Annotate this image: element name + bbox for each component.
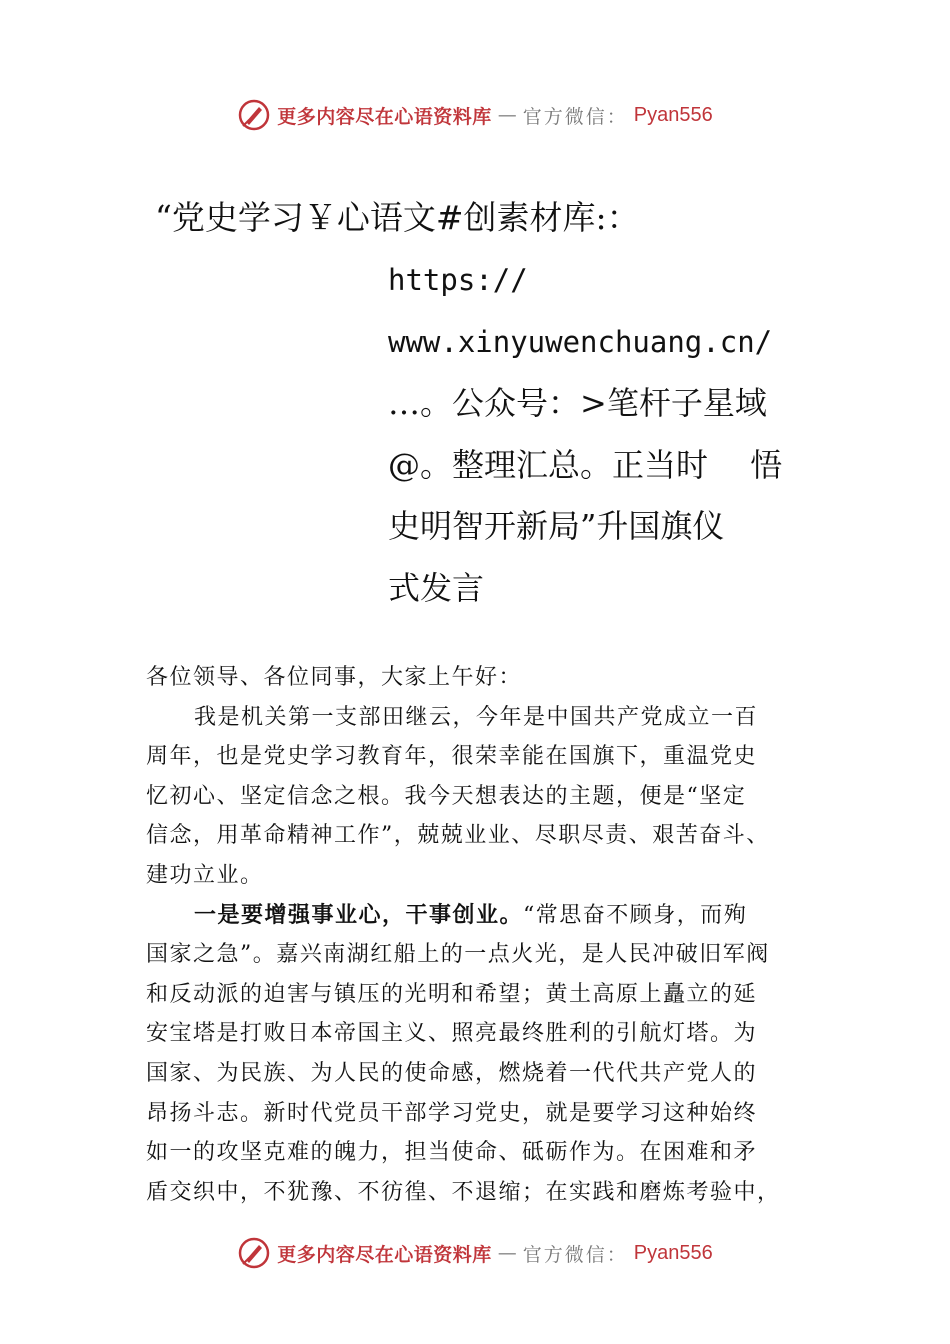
title-line: …。公众号：>笔杆子星域: [388, 384, 767, 422]
paragraph-text: “常思奋不顾身，而殉: [523, 902, 748, 928]
paragraph-line: 和反动派的迫害与镇压的光明和希望；黄土高原上矗立的延: [146, 981, 758, 1007]
paragraph-line: 安宝塔是打败日本帝国主义、照亮最终胜利的引航灯塔。为: [146, 1021, 758, 1047]
title-url-line-1: https://: [388, 263, 528, 297]
pen-nib-logo-icon: [237, 1236, 271, 1270]
banner-lead-text: 更多内容尽在心语资料库: [277, 105, 492, 128]
header-banner: [0, 95, 950, 135]
paragraph-line: 如一的攻坚克难的魄力，担当使命、砥砺作为。在困难和矛: [146, 1140, 758, 1166]
paragraph-line: 我是机关第一支部田继云，今年是中国共产党成立一百: [194, 704, 759, 730]
paragraph-line: [146, 896, 806, 936]
banner-lead-text: 更多内容尽在心语资料库: [277, 1243, 492, 1266]
banner-separator: —: [497, 1242, 517, 1264]
document-title-line-1: “党史学习￥心语文#创素材库:：: [155, 198, 640, 237]
greeting-line: 各位领导、各位同事，大家上午好：: [146, 665, 523, 690]
pen-nib-logo-icon: [237, 98, 271, 132]
paragraph-line: 周年，也是党史学习教育年，很荣幸能在国旗下，重温党史: [146, 744, 758, 770]
paragraph-line: 盾交织中，不犹豫、不彷徨、不退缩；在实践和磨炼考验中，: [146, 1179, 781, 1205]
paragraph-line: 国家、为民族、为人民的使命感，燃烧着一代代共产党人的: [146, 1060, 758, 1086]
paragraph-line: 昂扬斗志。新时代党员干部学习党史，就是要学习这种始终: [146, 1100, 758, 1126]
banner-wechat-id: Pyan556: [633, 103, 713, 126]
footer-banner: [0, 1233, 950, 1273]
banner-wechat-id: Pyan556: [633, 1241, 713, 1264]
banner-wechat-label: 官方微信：: [522, 105, 628, 128]
paragraph-line: 信念，用革命精神工作”，兢兢业业、尽职尽责、艰苦奋斗、: [146, 823, 770, 849]
title-url-line-2: www.xinyuwenchuang.cn/: [388, 324, 773, 359]
title-line: @。整理汇总。正当时 悟: [388, 445, 783, 484]
document-title-block: [388, 250, 808, 619]
paragraph-line: 忆初心、坚定信念之根。我今天想表达的主题，便是“坚定: [146, 783, 747, 809]
section-heading: 一是要增强事业心，干事创业。: [194, 902, 524, 928]
banner-separator: —: [497, 104, 517, 126]
title-line: 式发言: [388, 568, 485, 607]
paragraph-line: 国家之急”。嘉兴南湖红船上的一点火光，是人民冲破旧军阀: [146, 942, 770, 968]
title-line: 史明智开新局”升国旗仪: [388, 507, 725, 545]
paragraph-line: 建功立业。: [146, 862, 264, 888]
document-body: [146, 658, 806, 1212]
banner-wechat-label: 官方微信：: [522, 1243, 628, 1266]
